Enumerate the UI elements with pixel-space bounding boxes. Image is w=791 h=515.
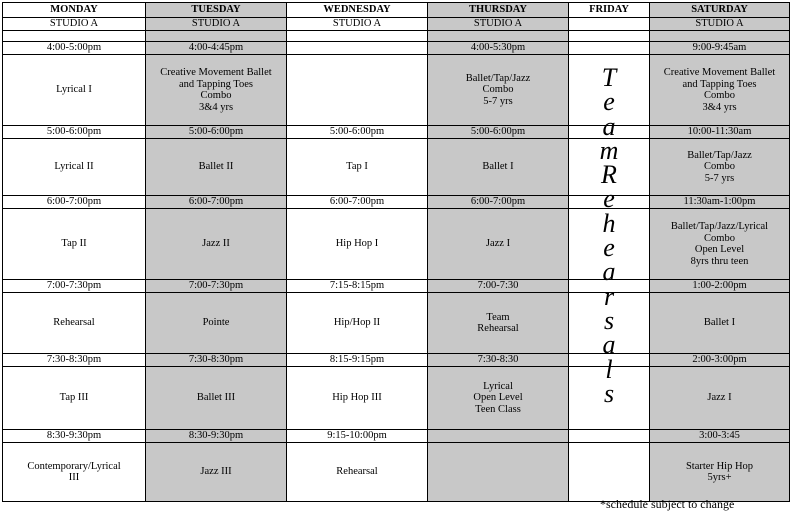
time-cell-saturday: 11:30am-1:00pm [650, 196, 790, 209]
class-line: III [68, 472, 80, 483]
class-cell-thursday [428, 55, 569, 126]
class-line: and Tapping Toes [179, 78, 253, 90]
day-header-saturday: SATURDAY [650, 3, 790, 18]
friday-letter: r [603, 281, 615, 311]
time-cell-wednesday: 5:00-6:00pm [287, 126, 428, 139]
class-line: Ballet/Tap/Jazz [465, 72, 531, 84]
time-row [3, 354, 790, 367]
class-cell-thursday [428, 293, 569, 354]
day-header-monday: MONDAY [3, 3, 146, 18]
time-row [3, 430, 790, 443]
class-cell-thursday [428, 209, 569, 280]
class-line: 5yrs+ [707, 472, 732, 483]
class-line: Tap II [61, 238, 87, 250]
class-line: Tap I [346, 161, 368, 173]
class-line: Contemporary/Lyrical [27, 460, 121, 472]
class-line: Teen Class [475, 403, 521, 415]
class-cell-monday [3, 209, 146, 280]
class-cell-monday [3, 139, 146, 196]
class-cell-tuesday [146, 293, 287, 354]
class-cell-wednesday [287, 209, 428, 280]
time-cell-thursday: 5:00-6:00pm [428, 126, 569, 139]
blank-row [3, 31, 790, 42]
time-cell-saturday: 1:00-2:00pm [650, 280, 790, 293]
class-cell-wednesday [287, 443, 428, 502]
time-cell-thursday: 7:30-8:30 [428, 354, 569, 367]
class-line: Jazz II [202, 238, 230, 250]
studio-tuesday: STUDIO A [146, 18, 287, 31]
time-row [3, 196, 790, 209]
friday-letter: s [603, 378, 615, 408]
friday-letter: e [603, 233, 615, 263]
time-cell-wednesday: 9:15-10:00pm [287, 430, 428, 443]
studio-saturday: STUDIO A [650, 18, 790, 31]
class-line: 8yrs thru teen [690, 255, 749, 267]
time-cell-tuesday: 7:30-8:30pm [146, 354, 287, 367]
friday-letter: m [599, 135, 619, 165]
class-cell-monday [3, 367, 146, 430]
time-cell-tuesday: 6:00-7:00pm [146, 196, 287, 209]
class-row [3, 293, 790, 354]
friday-letter: e [603, 184, 615, 214]
friday-letter: T [601, 63, 617, 92]
class-line: Creative Movement Ballet [663, 67, 776, 78]
class-cell-saturday [650, 443, 790, 502]
time-cell-tuesday: 8:30-9:30pm [146, 430, 287, 443]
studio-friday [569, 18, 650, 31]
class-cell-thursday [428, 139, 569, 196]
class-line: Combo [704, 232, 735, 244]
class-line: Rehearsal [53, 317, 95, 329]
class-line: Rehearsal [477, 323, 519, 334]
class-cell-saturday [650, 367, 790, 430]
class-line: Combo [704, 90, 735, 101]
time-cell-monday: 7:30-8:30pm [3, 354, 146, 367]
friday-letter: l [605, 354, 613, 384]
time-cell-saturday: 2:00-3:00pm [650, 354, 790, 367]
class-line: Ballet I [482, 161, 514, 173]
studio-wednesday: STUDIO A [287, 18, 428, 31]
class-cell-monday [3, 443, 146, 502]
class-cell-thursday [428, 367, 569, 430]
friday-letter: s [603, 305, 615, 335]
class-cell-saturday [650, 55, 790, 126]
day-header-row [3, 3, 790, 18]
time-cell-friday [569, 430, 650, 443]
time-cell-wednesday: 6:00-7:00pm [287, 196, 428, 209]
class-row [3, 139, 790, 196]
time-cell-monday: 6:00-7:00pm [3, 196, 146, 209]
friday-letter: a [602, 330, 616, 360]
day-header-friday: FRIDAY [569, 3, 650, 18]
time-cell-saturday: 3:00-3:45 [650, 430, 790, 443]
time-cell-monday: 8:30-9:30pm [3, 430, 146, 443]
class-line: Jazz I [707, 392, 732, 404]
class-line: Hip Hop III [332, 392, 382, 404]
class-cell-saturday [650, 293, 790, 354]
class-line: Lyrical I [56, 84, 92, 96]
class-cell-wednesday [287, 367, 428, 430]
friday-team-rehearsals-text [594, 63, 624, 408]
time-cell-monday: 7:00-7:30pm [3, 280, 146, 293]
blank-cell [428, 31, 569, 42]
time-cell-thursday: 7:00-7:30 [428, 280, 569, 293]
day-header-tuesday: TUESDAY [146, 3, 287, 18]
class-cell-monday [3, 55, 146, 126]
class-cell-wednesday [287, 139, 428, 196]
time-cell-thursday [428, 430, 569, 443]
class-cell-saturday [650, 139, 790, 196]
time-cell-friday [569, 42, 650, 55]
class-line: 3&4 yrs [198, 101, 234, 113]
friday-letter: h [602, 208, 616, 238]
class-cell-tuesday [146, 139, 287, 196]
time-cell-saturday: 10:00-11:30am [650, 126, 790, 139]
class-row [3, 55, 790, 126]
class-row [3, 443, 790, 502]
time-row [3, 126, 790, 139]
class-line: Lyrical II [54, 161, 94, 173]
time-cell-thursday: 6:00-7:00pm [428, 196, 569, 209]
time-cell-wednesday: 8:15-9:15pm [287, 354, 428, 367]
class-line: Hip/Hop II [333, 317, 381, 329]
time-cell-monday: 4:00-5:00pm [3, 42, 146, 55]
class-cell-monday [3, 293, 146, 354]
class-cell-wednesday [287, 293, 428, 354]
studio-thursday: STUDIO A [428, 18, 569, 31]
time-cell-tuesday: 4:00-4:45pm [146, 42, 287, 55]
friday-letter: a [602, 257, 616, 287]
schedule-table [2, 2, 790, 502]
class-line: Jazz III [200, 466, 232, 478]
time-cell-thursday: 4:00-5:30pm [428, 42, 569, 55]
class-row [3, 209, 790, 280]
day-header-wednesday: WEDNESDAY [287, 3, 428, 18]
blank-cell [287, 31, 428, 42]
class-cell-tuesday [146, 209, 287, 280]
class-line: Jazz I [485, 238, 511, 250]
blank-cell [3, 31, 146, 42]
class-line: 5-7 yrs [704, 172, 735, 184]
class-line: Combo [704, 161, 735, 173]
class-line: Ballet III [196, 392, 236, 404]
blank-cell [569, 31, 650, 42]
class-line: Creative Movement Ballet [160, 67, 272, 78]
time-cell-wednesday [287, 42, 428, 55]
class-line: Combo [200, 90, 232, 101]
class-line: 5-7 yrs [483, 95, 513, 107]
class-cell-thursday [428, 443, 569, 502]
class-line: Open Level [694, 244, 745, 255]
class-cell-tuesday [146, 55, 287, 126]
friday-letter: R [601, 160, 617, 190]
time-row [3, 42, 790, 55]
time-cell-tuesday: 7:00-7:30pm [146, 280, 287, 293]
class-line: Open Level [473, 392, 523, 404]
time-cell-tuesday: 5:00-6:00pm [146, 126, 287, 139]
class-row [3, 367, 790, 430]
class-line: Hip Hop I [335, 238, 379, 250]
class-cell-tuesday [146, 367, 287, 430]
class-line: Ballet/Tap/Jazz [687, 149, 752, 161]
schedule-note: *schedule subject to change [600, 497, 735, 511]
class-line: Ballet II [198, 161, 234, 173]
time-cell-monday: 5:00-6:00pm [3, 126, 146, 139]
friday-letter: e [603, 87, 615, 117]
time-row [3, 280, 790, 293]
studio-row [3, 18, 790, 31]
class-line: Starter Hip Hop [685, 460, 754, 472]
class-line: 3&4 yrs [702, 101, 737, 113]
class-line: Tap III [59, 392, 89, 404]
studio-monday: STUDIO A [3, 18, 146, 31]
class-cell-wednesday [287, 55, 428, 126]
time-cell-wednesday: 7:15-8:15pm [287, 280, 428, 293]
blank-cell [650, 31, 790, 42]
class-line: Rehearsal [336, 466, 378, 478]
class-line: Combo [482, 84, 514, 96]
class-line: Team [486, 311, 510, 323]
class-line: Pointe [202, 317, 230, 329]
day-header-thursday: THURSDAY [428, 3, 569, 18]
blank-cell [146, 31, 287, 42]
time-cell-saturday: 9:00-9:45am [650, 42, 790, 55]
class-line: Ballet I [703, 317, 736, 329]
class-line: and Tapping Toes [682, 78, 757, 90]
class-cell-tuesday [146, 443, 287, 502]
class-line: Ballet/Tap/Jazz/Lyrical [670, 221, 769, 232]
class-line: Lyrical [483, 380, 513, 392]
friday-letter: a [602, 111, 616, 141]
class-cell-friday [569, 443, 650, 502]
class-cell-saturday [650, 209, 790, 280]
